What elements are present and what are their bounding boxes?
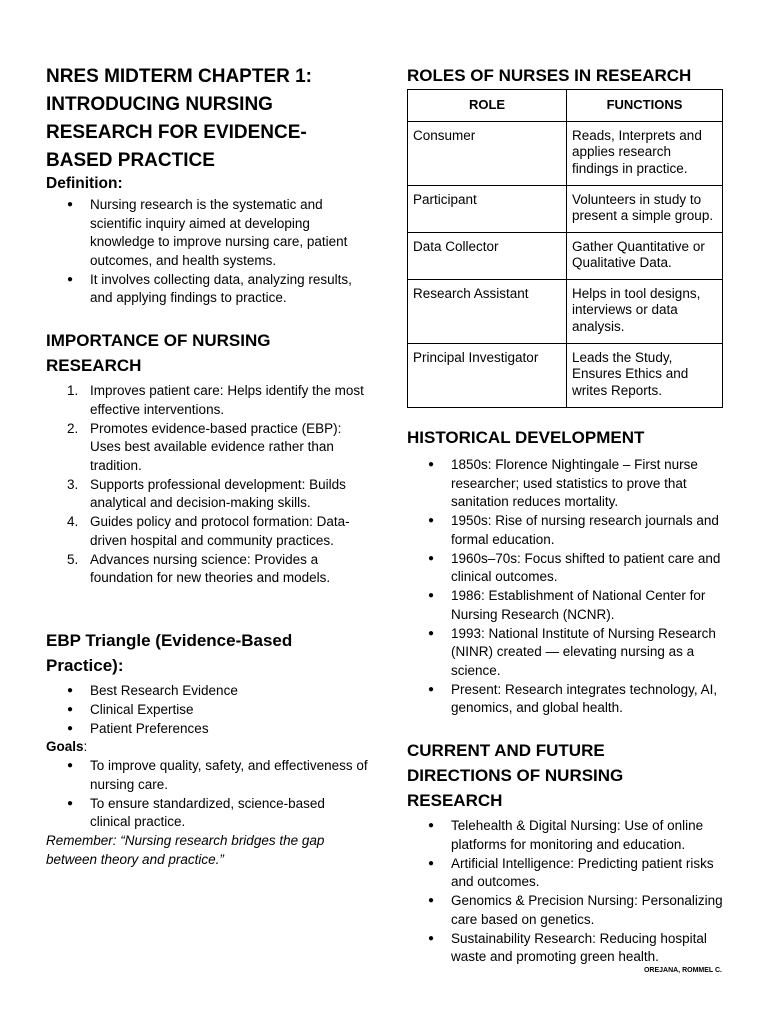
function-cell: Leads the Study, Ensures Ethics and writes Reports. [567,343,723,407]
table-row [408,279,723,343]
importance-heading: IMPORTANCE OF NURSING RESEARCH [46,331,271,375]
ebp-triangle-list [46,682,368,739]
list-item: ● To improve quality, safety, and effectiveness of nursing care. [46,757,368,794]
table-header-row [408,90,723,122]
item-number: 2. [67,420,79,436]
list-item: ● 1960s–70s: Focus shifted to patient care and clinical outcomes. [407,550,727,587]
definition-list [46,196,368,308]
list-item: ● Clinical Expertise [46,701,368,720]
item-text: Guides policy and protocol formation: Data-driven hospital and community practices. [90,514,350,548]
list-item [46,513,368,550]
importance-list [46,382,368,588]
table-row [408,232,723,279]
column-header-role: ROLE [408,90,567,122]
list-item: ● Best Research Evidence [46,682,368,701]
list-item: ● 1986: Establishment of National Center for Nursing Research (NCNR). [407,587,727,624]
list-item: ● 1950s: Rise of nursing research journals and formal education. [407,512,727,549]
item-number: 5. [67,551,79,567]
item-number: 1. [67,383,79,398]
function-cell: Helps in tool designs, interviews or data analysis. [567,279,723,343]
author-name: OREJANA, ROMMEL C. [643,967,722,974]
list-item: ● Sustainability Research: Reducing hospital waste and promoting green health. [407,930,727,967]
item-text: Promotes evidence-based practice (EBP): Uses best available evidence rather than tradition. [90,420,342,473]
list-item: ● Telehealth & Digital Nursing: Use of online platforms for monitoring and education. [407,817,727,854]
list-item: ● Present: Research integrates technology, AI, genomics, and global health. [407,681,727,718]
history-heading: HISTORICAL DEVELOPMENT [407,428,645,447]
page-title: NRES MIDTERM CHAPTER 1: INTRODUCING NURSING RESEARCH FOR EVIDENCE-BASED PRACTICE [46,66,313,171]
list-item: ● Artificial Intelligence: Predicting patient risks and outcomes. [407,855,727,892]
list-item: ● To ensure standardized, science-based clinical practice. [46,795,368,832]
future-heading: CURRENT AND FUTURE DIRECTIONS OF NURSING RESEARCH [407,741,624,810]
function-cell: Gather Quantitative or Qualitative Data. [567,232,723,279]
item-text: Improves patient care: Helps identify the most effective interventions. [90,383,364,417]
function-cell: Reads, Interprets and applies research findings in practice. [567,121,723,185]
item-text: Supports professional development: Builds analytical and decision-making skills. [90,476,346,510]
column-header-functions: FUNCTIONS [567,90,723,122]
goals-list [46,757,368,832]
list-item: ● Nursing research is the systematic and scientific inquiry aimed at developing knowledge to improve nursing care, patient outcomes, and health systems. [46,196,368,270]
history-list [407,456,727,718]
role-cell: Principal Investigator [408,343,567,407]
list-item: ● Genomics & Precision Nursing: Personalizing care based on genetics. [407,892,727,929]
roles-heading: ROLES OF NURSES IN RESEARCH [407,66,692,85]
list-item [46,382,368,419]
item-text: Advances nursing science: Provides a foundation for new theories and models. [90,551,331,585]
list-item [46,420,368,476]
table-row [408,185,723,232]
table-row [408,121,723,185]
role-cell: Research Assistant [408,279,567,343]
role-cell: Data Collector [408,232,567,279]
list-item [46,551,368,588]
roles-table [407,89,723,408]
list-item [46,476,368,513]
list-item: ● 1993: National Institute of Nursing Research (NINR) created — elevating nursing as a science. [407,625,727,681]
item-number: 3. [67,476,79,492]
role-cell: Participant [408,185,567,232]
goals-label: Goals: [46,739,88,754]
future-list [407,817,727,967]
role-cell: Consumer [408,121,567,185]
list-item: ● It involves collecting data, analyzing results, and applying findings to practice. [46,271,368,308]
remember-note: Remember: “Nursing research bridges the gap between theory and practice.” [46,833,325,867]
list-item: ● Patient Preferences [46,720,368,739]
list-item: ● 1850s: Florence Nightingale – First nurse researcher; used statistics to prove that sanitation reduces mortality. [407,456,727,512]
function-cell: Volunteers in study to present a simple group. [567,185,723,232]
item-number: 4. [67,514,79,529]
definition-label: Definition: [46,175,123,192]
table-row [408,343,723,407]
ebp-heading: EBP Triangle (Evidence-Based Practice): [46,631,293,675]
